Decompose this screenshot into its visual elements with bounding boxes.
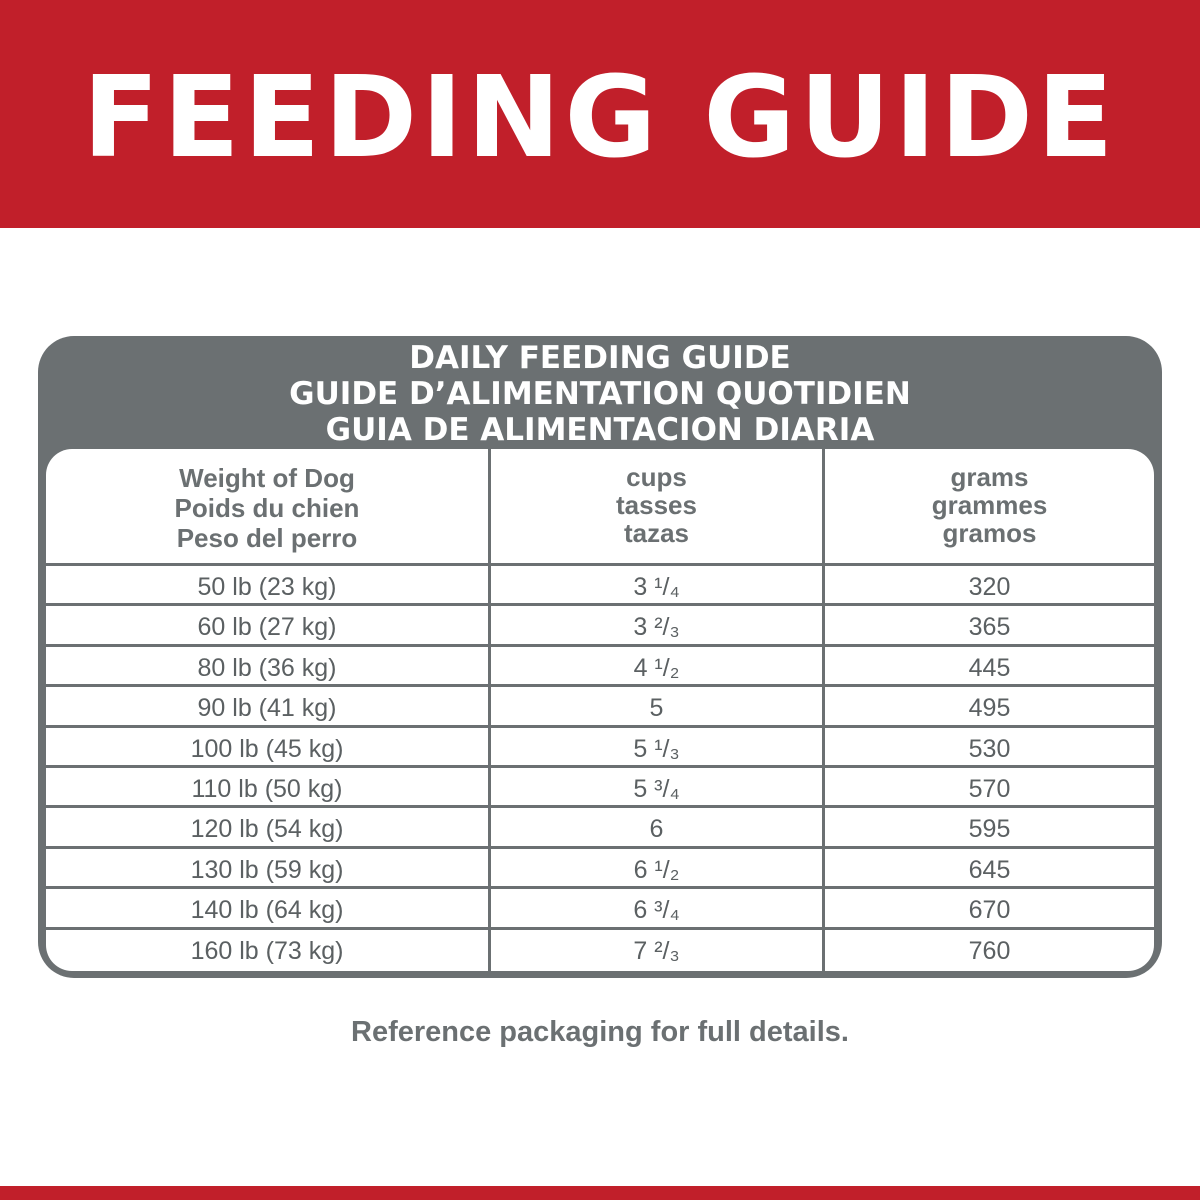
column-divider xyxy=(488,449,491,971)
header-cups xyxy=(491,463,822,547)
header-weight-en: Weight of Dog xyxy=(179,463,355,493)
header-grams-fr: grammes xyxy=(931,490,1048,520)
header-weight-fr: Poids du chien xyxy=(174,493,360,523)
cups-cell: 4 ¹/₂ xyxy=(633,653,680,682)
weight-cell: 50 lb (23 kg) xyxy=(197,573,337,601)
feeding-table xyxy=(46,449,1154,971)
cups-cell: 6 xyxy=(649,815,664,844)
table-heading-en: DAILY FEEDING GUIDE xyxy=(409,340,791,376)
cups-cell: 5 ¹/₃ xyxy=(633,734,680,763)
header-weight-es: Peso del perro xyxy=(176,523,358,553)
grams-cell: 670 xyxy=(968,896,1011,925)
header-cups-es: tazas xyxy=(623,518,690,548)
header-weight xyxy=(46,463,488,553)
cups-cell: 3 ¹/₄ xyxy=(633,573,680,601)
weight-cell: 140 lb (64 kg) xyxy=(190,896,344,925)
cups-cell: 5 xyxy=(649,694,664,723)
table-heading-fr: GUIDE D’ALIMENTATION QUOTIDIEN xyxy=(289,376,911,412)
cups-cell: 3 ²/₃ xyxy=(633,613,680,642)
grams-cell: 365 xyxy=(968,613,1011,642)
weight-cell: 90 lb (41 kg) xyxy=(197,694,337,723)
footnote: Reference packaging for full details. xyxy=(351,1016,849,1048)
table-row xyxy=(46,647,1154,687)
header-grams-en: grams xyxy=(950,462,1029,492)
table-row xyxy=(46,728,1154,768)
grams-cell: 570 xyxy=(968,775,1011,803)
weight-cell: 110 lb (50 kg) xyxy=(191,775,343,803)
header-grams-es: gramos xyxy=(942,518,1037,548)
header-banner xyxy=(0,0,1200,228)
weight-cell: 130 lb (59 kg) xyxy=(190,855,344,884)
bottom-bar xyxy=(0,1186,1200,1200)
table-row xyxy=(46,930,1154,970)
table-row xyxy=(46,768,1154,808)
weight-cell: 120 lb (54 kg) xyxy=(190,815,344,844)
weight-cell: 60 lb (27 kg) xyxy=(197,613,337,642)
weight-cell: 80 lb (36 kg) xyxy=(197,653,337,682)
grams-cell: 760 xyxy=(968,936,1011,965)
cups-cell: 5 ³/₄ xyxy=(633,775,680,803)
cups-cell: 7 ²/₃ xyxy=(633,936,680,965)
table-row xyxy=(46,566,1154,606)
grams-cell: 320 xyxy=(968,573,1011,601)
cups-cell: 6 ¹/₂ xyxy=(633,855,680,884)
table-header-row xyxy=(46,449,1154,566)
grams-cell: 445 xyxy=(968,653,1011,682)
table-heading xyxy=(38,340,1162,448)
table-heading-es: GUIA DE ALIMENTACION DIARIA xyxy=(325,412,875,448)
cups-cell: 6 ³/₄ xyxy=(633,896,680,925)
table-row xyxy=(46,889,1154,929)
grams-cell: 595 xyxy=(968,815,1011,844)
grams-cell: 495 xyxy=(968,694,1011,723)
grams-cell: 645 xyxy=(968,855,1011,884)
weight-cell: 160 lb (73 kg) xyxy=(190,936,344,965)
column-divider xyxy=(822,449,825,971)
header-cups-en: cups xyxy=(626,462,687,492)
table-row xyxy=(46,687,1154,727)
grams-cell: 530 xyxy=(968,734,1011,763)
page-title: FEEDING GUIDE xyxy=(82,53,1118,183)
table-row xyxy=(46,849,1154,889)
table-row xyxy=(46,606,1154,646)
header-grams xyxy=(825,463,1154,547)
weight-cell: 100 lb (45 kg) xyxy=(190,734,344,763)
header-cups-fr: tasses xyxy=(616,490,697,520)
table-row xyxy=(46,808,1154,848)
